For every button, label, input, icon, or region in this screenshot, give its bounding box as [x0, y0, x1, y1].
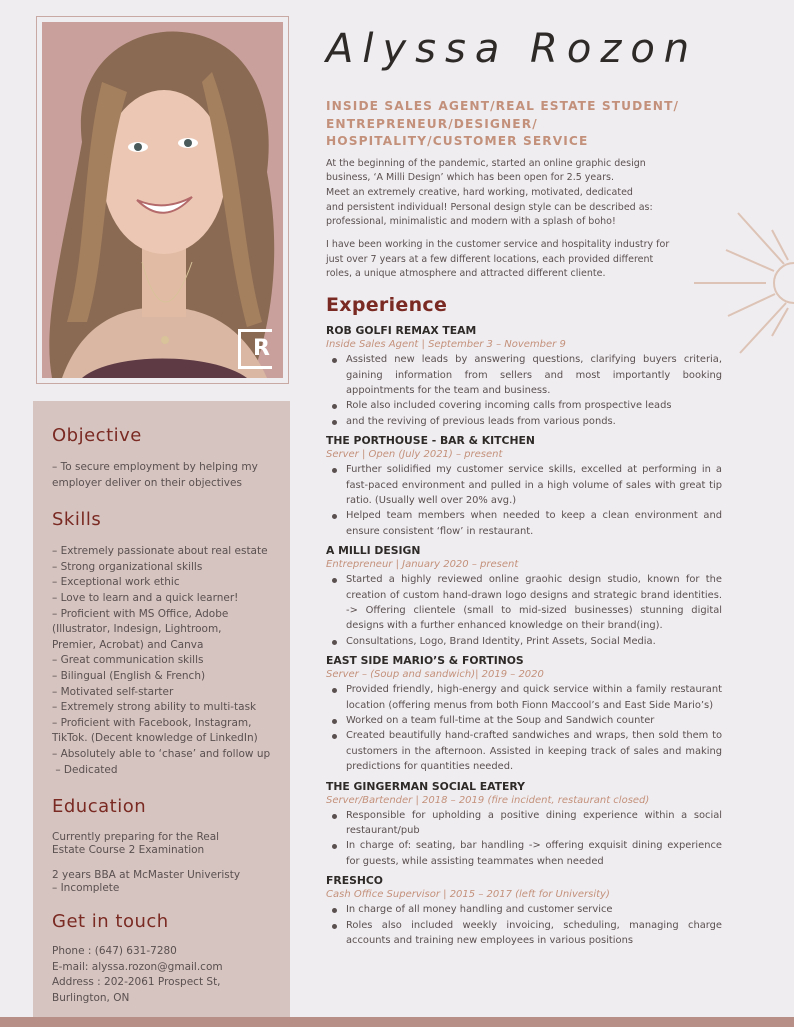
- sidebar: [33, 401, 290, 1027]
- job-entry: [326, 434, 722, 539]
- education-line: 2 years BBA at McMaster Univeristy: [52, 869, 241, 882]
- job-company: ROB GOLFI REMAX TEAM: [326, 324, 477, 338]
- job-bullet: Consultations, Logo, Brand Identity, Print Assets, Social Media.: [326, 634, 722, 649]
- education-heading: Education: [52, 796, 147, 818]
- job-role: Server – (Soup and sandwich)| 2019 – 2020: [326, 669, 544, 681]
- skill-line: TikTok. (Decent knowledge of LinkedIn): [52, 732, 258, 745]
- job-bullet: Started a highly reviewed online graohic design studio, known for the creation of custom hand-drawn logo designs and strategic brand identities. -> Offering clientele (small to mid-sized businesses) stunning digital designs with a further enhanced knowledge on their brand(ing).: [326, 572, 722, 634]
- job-role: Inside Sales Agent | September 3 – November 9: [326, 339, 566, 351]
- job-company: EAST SIDE MARIO’S & FORTINOS: [326, 654, 524, 668]
- job-bullet: In charge of: seating, bar handling -> offering exquisit dining experience for guests, while assisting teammates when needed: [326, 838, 722, 869]
- job-entry: [326, 780, 722, 870]
- objective-text: [52, 460, 272, 491]
- tagline-line: HOSPITALITY/CUSTOMER SERVICE: [326, 134, 589, 148]
- profile-photo: [42, 22, 283, 378]
- tagline-line: ENTREPRENEUR/DESIGNER/: [326, 116, 538, 131]
- intro-line: Meet an extremely creative, hard working, motivated, dedicated: [326, 186, 633, 198]
- skill-line: – Proficient with Facebook, Instagram,: [52, 716, 252, 729]
- skill-line: – Bilingual (English & French): [52, 669, 206, 682]
- job-bullet: Worked on a team full-time at the Soup and Sandwich counter: [326, 713, 722, 728]
- job-bullet: Assisted new leads by answering questions, clarifying buyers criteria, gaining information from sellers and most importantly booking appointments for the team and business.: [326, 352, 722, 398]
- job-role: Server | Open (July 2021) – present: [326, 449, 503, 461]
- objective-line: – To secure employment by helping my: [52, 461, 258, 473]
- job-entry: [326, 544, 722, 649]
- education-line: – Incomplete: [52, 882, 120, 895]
- education-line: Currently preparing for the Real: [52, 831, 220, 844]
- job-bullet: Further solidified my customer service skills, excelled at performing in a fast-paced environment and pulled in a high volume of sales with great tip ratio. (Usually well over 20% avg.): [326, 462, 722, 508]
- education-section: [52, 796, 272, 895]
- job-bullet: and the reviving of previous leads from various ponds.: [326, 414, 722, 429]
- job-entry: [326, 874, 722, 948]
- tagline-line: INSIDE SALES AGENT/REAL ESTATE STUDENT/: [326, 99, 680, 113]
- resume-name: Alyssa Rozon: [326, 26, 699, 72]
- job-bullet: Created beautifully hand-crafted sandwiches and wraps, then sold them to customers in the afternoon. Assisted in keeping track of sales and making predictions for quantities needed.: [326, 728, 722, 774]
- skill-line: – Absolutely able to ‘chase’ and follow up: [52, 747, 271, 760]
- tagline: [326, 98, 722, 151]
- intro-paragraph-2: [326, 238, 722, 282]
- skill-line: – Great communication skills: [52, 654, 204, 667]
- job-bullets: [326, 808, 722, 870]
- job-role: Cash Office Supervisor | 2015 – 2017 (left for University): [326, 889, 610, 901]
- contact-text: [52, 944, 272, 1006]
- job-bullets: [326, 902, 722, 948]
- job-role: Server/Bartender | 2018 – 2019 (fire incident, restaurant closed): [326, 794, 650, 806]
- intro-line: and persistent individual! Personal design style can be described as:: [326, 201, 653, 213]
- job-bullets: [326, 682, 722, 774]
- skill-line: – Extremely passionate about real estate: [52, 545, 268, 558]
- intro-line: roles, a unique atmosphere and attracted different cliente.: [326, 268, 606, 280]
- contact-section: [52, 911, 272, 1006]
- skill-line: – Love to learn and a quick learner!: [52, 591, 239, 604]
- contact-email: E-mail: alyssa.rozon@gmail.com: [52, 960, 223, 973]
- intro-line: I have been working in the customer service and hospitality industry for: [326, 239, 670, 251]
- portrait-illustration: [42, 22, 283, 378]
- intro-paragraph-1: [326, 157, 722, 231]
- job-company: THE GINGERMAN SOCIAL EATERY: [326, 779, 525, 793]
- job-bullets: [326, 352, 722, 429]
- contact-city: Burlington, ON: [52, 991, 130, 1004]
- objective-line: employer deliver on their objectives: [52, 476, 242, 489]
- skill-line: – Dedicated: [52, 763, 118, 776]
- job-company: FRESHCO: [326, 874, 383, 888]
- photo-frame: [36, 16, 289, 384]
- job-company: THE PORTHOUSE - BAR & KITCHEN: [326, 434, 535, 448]
- job-bullet: In charge of all money handling and customer service: [326, 902, 722, 917]
- job-bullet: Roles also included weekly invoicing, scheduling, managing charge accounts and training new employees in various positions: [326, 918, 722, 949]
- intro-line: just over 7 years at a few different locations, each provided different: [326, 253, 654, 265]
- contact-address: Address : 202-2061 Prospect St,: [52, 976, 221, 989]
- job-role: Entrepreneur | January 2020 – present: [326, 559, 519, 571]
- photo-logo: [238, 329, 272, 369]
- job-bullets: [326, 572, 722, 649]
- intro-line: professional, minimalistic and modern with a splash of boho!: [326, 216, 616, 228]
- skill-line: – Proficient with MS Office, Adobe: [52, 607, 229, 620]
- logo-letter: R: [253, 336, 270, 361]
- education-text: [52, 831, 272, 895]
- job-entry: [326, 324, 722, 429]
- skill-line: (Illustrator, Indesign, Lightroom,: [52, 623, 222, 636]
- experience-heading: Experience: [326, 294, 448, 317]
- skill-line: – Motivated self-starter: [52, 685, 174, 698]
- job-company: A MILLI DESIGN: [326, 544, 421, 558]
- skill-line: – Strong organizational skills: [52, 560, 203, 573]
- skills-heading: Skills: [52, 509, 102, 531]
- job-bullet: Responsible for upholding a positive dining experience within a social restaurant/pub: [326, 808, 722, 839]
- objective-section: [52, 425, 272, 491]
- education-line: Estate Course 2 Examination: [52, 844, 205, 857]
- skill-line: Premier, Acrobat) and Canva: [52, 638, 204, 651]
- skills-section: [52, 509, 272, 778]
- skill-line: – Exceptional work ethic: [52, 576, 180, 589]
- job-entry: [326, 654, 722, 774]
- job-bullet: Provided friendly, high-energy and quick service within a family restaurant location (offering menus from both Fionn Maccool’s and East Side Mario’s): [326, 682, 722, 713]
- job-bullets: [326, 462, 722, 539]
- intro-line: business, ‘A Milli Design’ which has been open for 2.5 years.: [326, 172, 614, 184]
- main-column: [326, 26, 722, 949]
- contact-heading: Get in touch: [52, 911, 169, 933]
- contact-phone: Phone : (647) 631-7280: [52, 945, 177, 958]
- job-bullet: Role also included covering incoming calls from prospective leads: [326, 398, 722, 413]
- intro-line: At the beginning of the pandemic, started an online graphic design: [326, 157, 646, 169]
- skill-line: – Extremely strong ability to multi-task: [52, 701, 257, 714]
- skills-list: [52, 544, 272, 778]
- objective-heading: Objective: [52, 425, 142, 446]
- job-bullet: Helped team members when needed to keep a clean environment and ensure consistent ‘flow’ in restaurant.: [326, 508, 722, 539]
- bottom-accent-bar: [0, 1017, 794, 1027]
